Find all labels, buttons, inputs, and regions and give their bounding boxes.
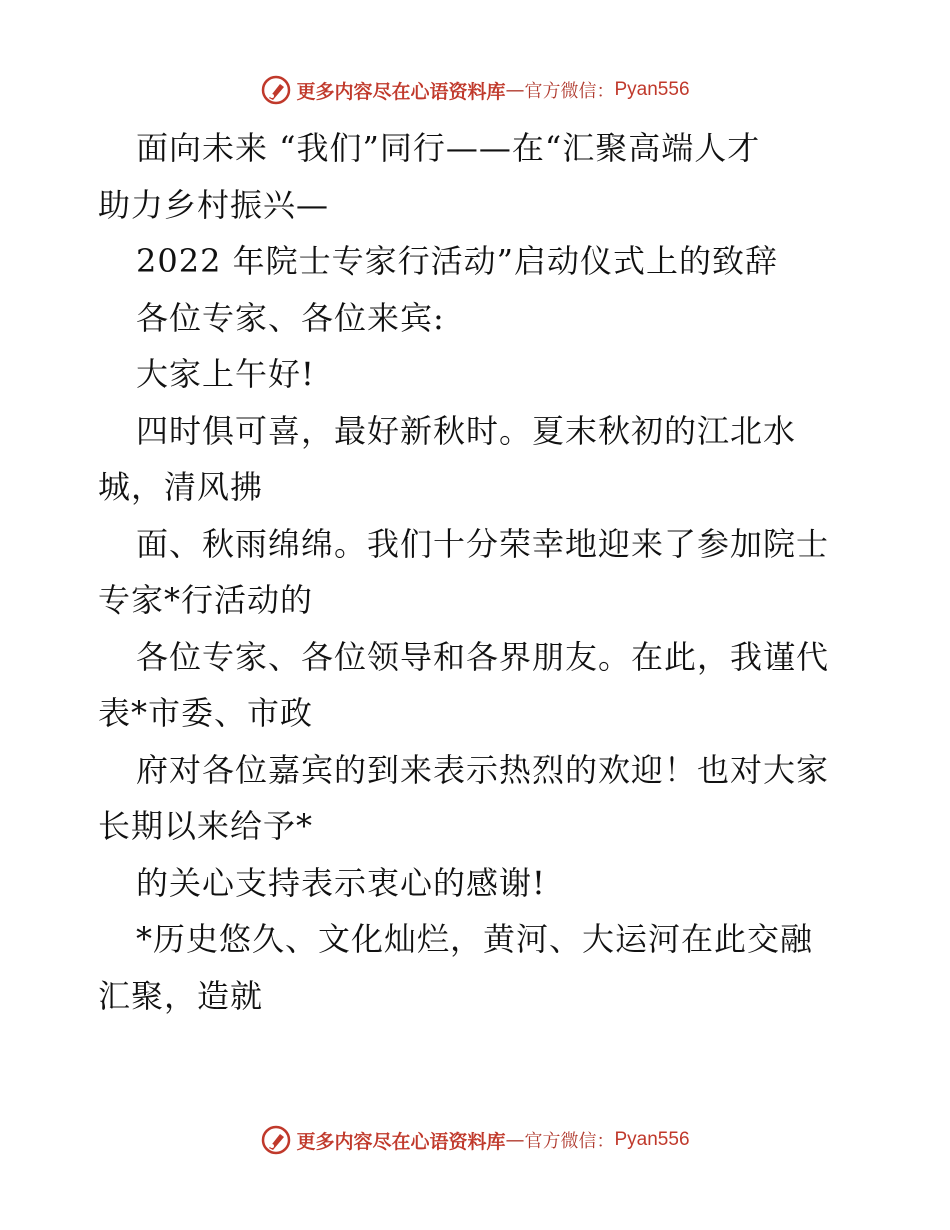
footer-brand-text: 更多内容尽在心语资料库 [296,1130,506,1153]
body-text-line: 长期以来给予* [98,807,314,845]
body-text-line: 面、秋雨绵绵。我们十分荣幸地迎来了参加院士 [136,524,830,563]
pen-nib-circle-icon [260,1124,292,1156]
body-text-line: 大家上午好! [136,355,315,393]
body-text-line: 面向未来 “我们”同行——在“汇聚高端人才 [136,129,761,167]
body-text-line: 专家*行活动的 [98,581,314,619]
body-text-line: 各位专家、各位来宾: [136,298,445,337]
body-text-line: 2022 年院士专家行活动”启动仪式上的致辞 [136,242,778,280]
body-text-line: 汇聚，造就 [98,976,264,1015]
body-text-line: 府对各位嘉宾的到来表示热烈的欢迎！也对大家 [136,750,830,789]
document-body [98,120,858,1024]
body-text-line: 四时俱可喜，最好新秋时。夏末秋初的江北水 [136,411,797,450]
header-brand-text: 更多内容尽在心语资料库 [296,80,506,103]
body-text-line: 助力乡村振兴— [98,185,330,224]
footer-watermark-banner [0,1120,950,1160]
header-wechat-label: 官方微信： [524,81,615,102]
footer-separator: — [505,1129,525,1151]
body-text-line: 的关心支持表示衷心的感谢! [136,863,546,902]
footer-wechat-id: Pyan556 [614,1129,690,1150]
header-wechat-id: Pyan556 [614,79,690,100]
pen-nib-circle-icon [260,74,292,106]
body-text-line: 各位专家、各位领导和各界朋友。在此，我谨代 [136,637,830,676]
body-text-line: 城，清风拂 [98,468,264,506]
header-watermark-banner [0,70,950,110]
body-text-line: 表*市委、市政 [98,694,314,732]
body-text-line: *历史悠久、文化灿烂，黄河、大运河在此交融 [136,920,814,958]
footer-wechat-label: 官方微信： [524,1131,615,1152]
header-separator: — [505,79,525,101]
